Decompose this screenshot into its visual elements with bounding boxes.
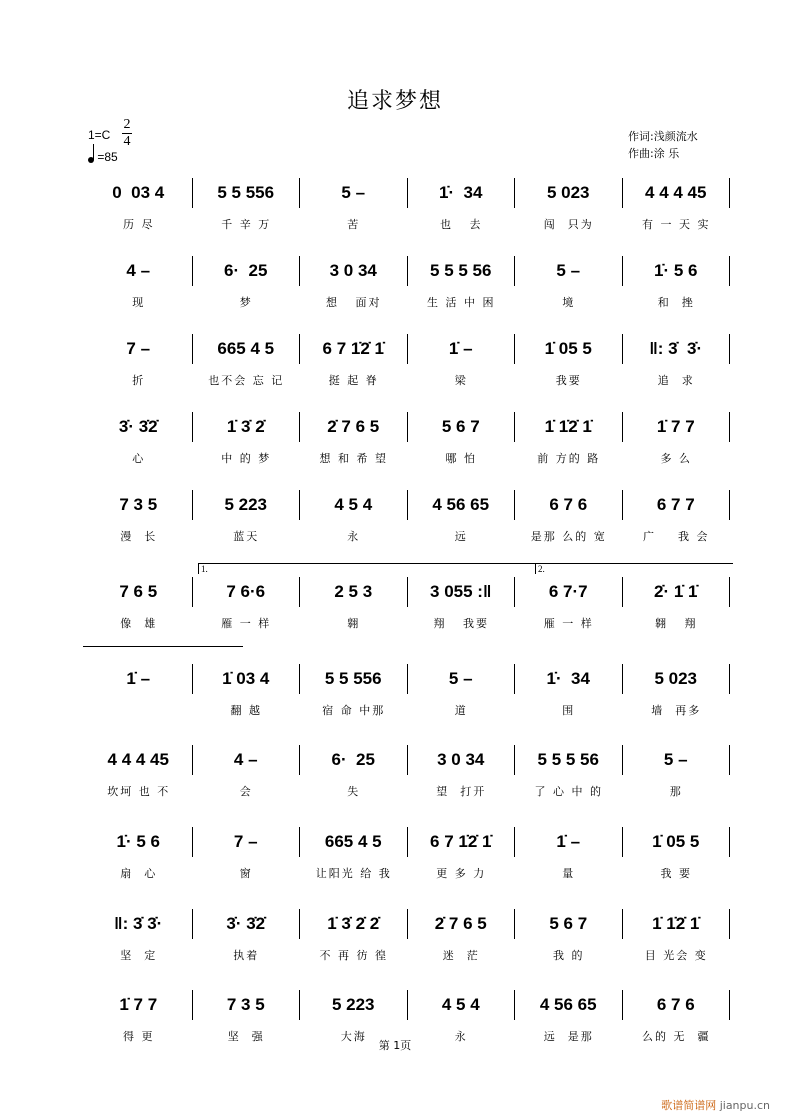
measure: 6 7 7 xyxy=(623,490,731,520)
lyrics-row xyxy=(85,372,730,388)
key-signature: 1=C xyxy=(88,128,111,142)
lyric: 远 xyxy=(454,530,468,543)
measure: 2̇ 7 6 5 xyxy=(408,909,516,939)
volta-bracket-2-continued xyxy=(83,646,243,657)
measure: 1̇ 1̇2̇ 1̇ xyxy=(515,412,623,442)
lyric: 得 更 xyxy=(123,1030,155,1043)
lyric: 大海 xyxy=(340,1030,367,1043)
lyric: 么的 无 疆 xyxy=(642,1030,711,1043)
measure: 1̇ 1̇2̇ 1̇ xyxy=(623,909,731,939)
measure: 6· 25 xyxy=(193,256,301,286)
lyric: 翱 翔 xyxy=(655,617,698,630)
measure: 4 56 65 xyxy=(408,490,516,520)
measure: 1̇ 3̇ 2̇ 2̇ xyxy=(300,909,408,939)
measure: 4 – xyxy=(193,745,301,775)
tempo-value: =85 xyxy=(97,150,118,164)
score-row xyxy=(85,990,730,1044)
measure: 7 6·6 xyxy=(193,577,301,607)
measure: 5 223 xyxy=(193,490,301,520)
lyric: 目 光会 变 xyxy=(644,949,708,962)
measure: 5 – xyxy=(623,745,731,775)
lyric: 坎坷 也 不 xyxy=(107,785,171,798)
lyric: 梦 xyxy=(239,296,253,309)
measure: 5 5 5 56 xyxy=(408,256,516,286)
lyric: 想 和 希 望 xyxy=(319,452,388,465)
lyric: 多 么 xyxy=(660,452,692,465)
lyric: 了 心 中 的 xyxy=(534,785,603,798)
lyric: 我 的 xyxy=(553,949,585,962)
quarter-note-icon xyxy=(88,157,94,163)
measure: 1̇ 05 5 xyxy=(623,827,731,857)
measure: 1̇ – xyxy=(85,664,193,694)
measure: ‖: 3̇ 3̇· xyxy=(623,334,731,364)
measure: 4 5 4 xyxy=(408,990,516,1020)
lyric: 窗 xyxy=(239,867,253,880)
measure: 5 – xyxy=(300,178,408,208)
lyric: 宿 命 中那 xyxy=(322,704,386,717)
lyric: 历 尽 xyxy=(123,218,155,231)
measure: 5 – xyxy=(408,664,516,694)
measure: 1̇· 5 6 xyxy=(623,256,731,286)
lyric: 也不会 忘 记 xyxy=(208,374,285,387)
lyric: 想 面对 xyxy=(326,296,382,309)
page-number: 第 1页 xyxy=(378,1039,412,1052)
lyrics-row xyxy=(85,450,730,466)
measure: 5 6 7 xyxy=(408,412,516,442)
measure-row xyxy=(85,256,730,286)
measure: 5 5 556 xyxy=(300,664,408,694)
lyric: 广 我 会 xyxy=(643,530,710,543)
lyric: 翻 越 xyxy=(230,704,262,717)
lyrics-row xyxy=(85,702,730,718)
measure: 4 56 65 xyxy=(515,990,623,1020)
measure: 665 4 5 xyxy=(193,334,301,364)
lyric: 哪 怕 xyxy=(445,452,477,465)
measure: 3̇· 3̇2̇ xyxy=(85,412,193,442)
time-signature xyxy=(122,118,132,149)
measure: 5 5 5 56 xyxy=(515,745,623,775)
lyrics-row xyxy=(85,294,730,310)
lyric: 会 xyxy=(239,785,253,798)
measure: 4 5 4 xyxy=(300,490,408,520)
credits xyxy=(628,128,698,162)
lyric: 雁 一 样 xyxy=(543,617,594,630)
measure: 5 5 556 xyxy=(193,178,301,208)
lyric: 坚 强 xyxy=(227,1030,265,1043)
lyric: 远 是那 xyxy=(543,1030,594,1043)
measure: 6 7 1̇2̇ 1̇ xyxy=(408,827,516,857)
measure: 1̇· 34 xyxy=(408,178,516,208)
lyric: 望 打开 xyxy=(436,785,487,798)
composer: 作曲:涂 乐 xyxy=(628,147,680,160)
lyric: 让阳光 给 我 xyxy=(315,867,392,880)
lyric: 我 要 xyxy=(660,867,692,880)
measure: 6 7 6 xyxy=(623,990,731,1020)
score-row xyxy=(85,909,730,963)
lyric: 不 再 彷 徨 xyxy=(319,949,388,962)
score-row xyxy=(85,827,730,881)
measure: 5 – xyxy=(515,256,623,286)
lyric: 闯 只为 xyxy=(543,218,594,231)
measure: 2 5 3 xyxy=(300,577,408,607)
lyric: 翱 xyxy=(347,617,361,630)
measure: 5 023 xyxy=(623,664,731,694)
measure: 1̇ – xyxy=(515,827,623,857)
measure: 1̇· 34 xyxy=(515,664,623,694)
lyric: 执着 xyxy=(233,949,260,962)
volta-bracket-1 xyxy=(198,563,585,574)
measure: 2̇· 1̇ 1̇ xyxy=(623,577,731,607)
score-row xyxy=(85,745,730,799)
time-signature-top: 2 xyxy=(123,117,131,132)
measure: 1̇ 3̇ 2̇ xyxy=(193,412,301,442)
lyric: 追 求 xyxy=(657,374,695,387)
measure: 3 055 :‖ xyxy=(408,577,516,607)
lyric: 折 xyxy=(132,374,146,387)
measure: 7 – xyxy=(193,827,301,857)
score-row xyxy=(85,256,730,310)
measure: 0 03 4 xyxy=(85,178,193,208)
lyric: 那 xyxy=(669,785,683,798)
lyric: 心 xyxy=(132,452,146,465)
measure: 3 0 34 xyxy=(300,256,408,286)
score-row xyxy=(85,490,730,544)
lyric: 梁 xyxy=(454,374,468,387)
volta-2-label: 2. xyxy=(538,564,545,574)
tempo-marking xyxy=(88,150,118,164)
measure: 1̇ – xyxy=(408,334,516,364)
score-row xyxy=(85,178,730,232)
lyric: 扇 心 xyxy=(120,867,158,880)
lyric xyxy=(85,702,193,718)
watermark xyxy=(661,1097,770,1113)
measure: 7 – xyxy=(85,334,193,364)
lyric: 翔 我要 xyxy=(433,617,489,630)
lyric: 永 xyxy=(454,1030,468,1043)
measure: 5 6 7 xyxy=(515,909,623,939)
lyric: 量 xyxy=(562,867,576,880)
lyric: 失 xyxy=(347,785,361,798)
watermark-url: jianpu.cn xyxy=(719,1099,770,1112)
measure: 1̇ 7 7 xyxy=(85,990,193,1020)
lyric: 中 的 梦 xyxy=(221,452,272,465)
volta-bracket-2 xyxy=(535,563,733,574)
lyrics-row xyxy=(85,615,730,631)
measure: 1̇ 03 4 xyxy=(193,664,301,694)
lyrics-row xyxy=(85,947,730,963)
score-row xyxy=(85,412,730,466)
lyric: 生 活 中 困 xyxy=(427,296,496,309)
measure: 7 3 5 xyxy=(85,490,193,520)
measure-row xyxy=(85,577,730,607)
lyric: 前 方的 路 xyxy=(537,452,601,465)
measure: 1̇· 5 6 xyxy=(85,827,193,857)
lyric: 我要 xyxy=(555,374,582,387)
lyrics-row xyxy=(85,528,730,544)
measure: 4 4 4 45 xyxy=(623,178,731,208)
lyric: 苦 xyxy=(347,218,361,231)
lyricist: 作词:浅颜流水 xyxy=(628,130,698,143)
song-title: 追求梦想 xyxy=(346,89,443,114)
time-signature-bottom: 4 xyxy=(123,134,131,149)
lyric: 迷 茫 xyxy=(442,949,480,962)
lyric: 墙 再多 xyxy=(651,704,702,717)
measure-row xyxy=(85,664,730,694)
lyric: 千 辛 万 xyxy=(221,218,272,231)
measure: 6 7 6 xyxy=(515,490,623,520)
measure: 6 7·7 xyxy=(515,577,623,607)
lyric: 雁 一 样 xyxy=(221,617,272,630)
lyric: 道 xyxy=(454,704,468,717)
volta-1-label: 1. xyxy=(201,564,208,574)
measure-row xyxy=(85,909,730,939)
measure: 4 4 4 45 xyxy=(85,745,193,775)
lyric: 坚 定 xyxy=(120,949,158,962)
lyric: 蓝天 xyxy=(233,530,260,543)
lyrics-row xyxy=(85,783,730,799)
measure: 6· 25 xyxy=(300,745,408,775)
measure-row xyxy=(85,745,730,775)
lyrics-row xyxy=(85,865,730,881)
lyrics-row xyxy=(85,216,730,232)
lyric: 围 xyxy=(562,704,576,717)
measure: 3̇· 3̇2̇ xyxy=(193,909,301,939)
lyric: 漫 长 xyxy=(120,530,158,543)
score-row xyxy=(85,664,730,718)
lyric: 像 雄 xyxy=(120,617,158,630)
measure: 1̇ 7 7 xyxy=(623,412,731,442)
score-row xyxy=(85,577,730,631)
lyric: 现 xyxy=(132,296,146,309)
lyric: 境 xyxy=(562,296,576,309)
measure-row xyxy=(85,490,730,520)
measure: 1̇ 05 5 xyxy=(515,334,623,364)
measure: 4 – xyxy=(85,256,193,286)
measure: 7 6 5 xyxy=(85,577,193,607)
measure: 5 223 xyxy=(300,990,408,1020)
measure-row xyxy=(85,334,730,364)
measure: 6 7 1̇2̇ 1̇ xyxy=(300,334,408,364)
measure: ‖: 3̇ 3̇· xyxy=(85,909,193,939)
watermark-site: 歌谱简谱网 xyxy=(661,1099,717,1112)
measure-row xyxy=(85,412,730,442)
measure: 3 0 34 xyxy=(408,745,516,775)
lyric: 永 xyxy=(347,530,361,543)
lyric: 和 挫 xyxy=(657,296,695,309)
measure-row xyxy=(85,178,730,208)
measure-row xyxy=(85,990,730,1020)
lyric: 挺 起 脊 xyxy=(328,374,379,387)
measure: 5 023 xyxy=(515,178,623,208)
lyric: 是那 么的 宽 xyxy=(530,530,607,543)
measure: 7 3 5 xyxy=(193,990,301,1020)
measure: 665 4 5 xyxy=(300,827,408,857)
lyric: 有 一 天 实 xyxy=(642,218,711,231)
score-row xyxy=(85,334,730,388)
measure: 2̇ 7 6 5 xyxy=(300,412,408,442)
lyric: 也 去 xyxy=(440,218,483,231)
measure-row xyxy=(85,827,730,857)
lyric: 更 多 力 xyxy=(436,867,487,880)
